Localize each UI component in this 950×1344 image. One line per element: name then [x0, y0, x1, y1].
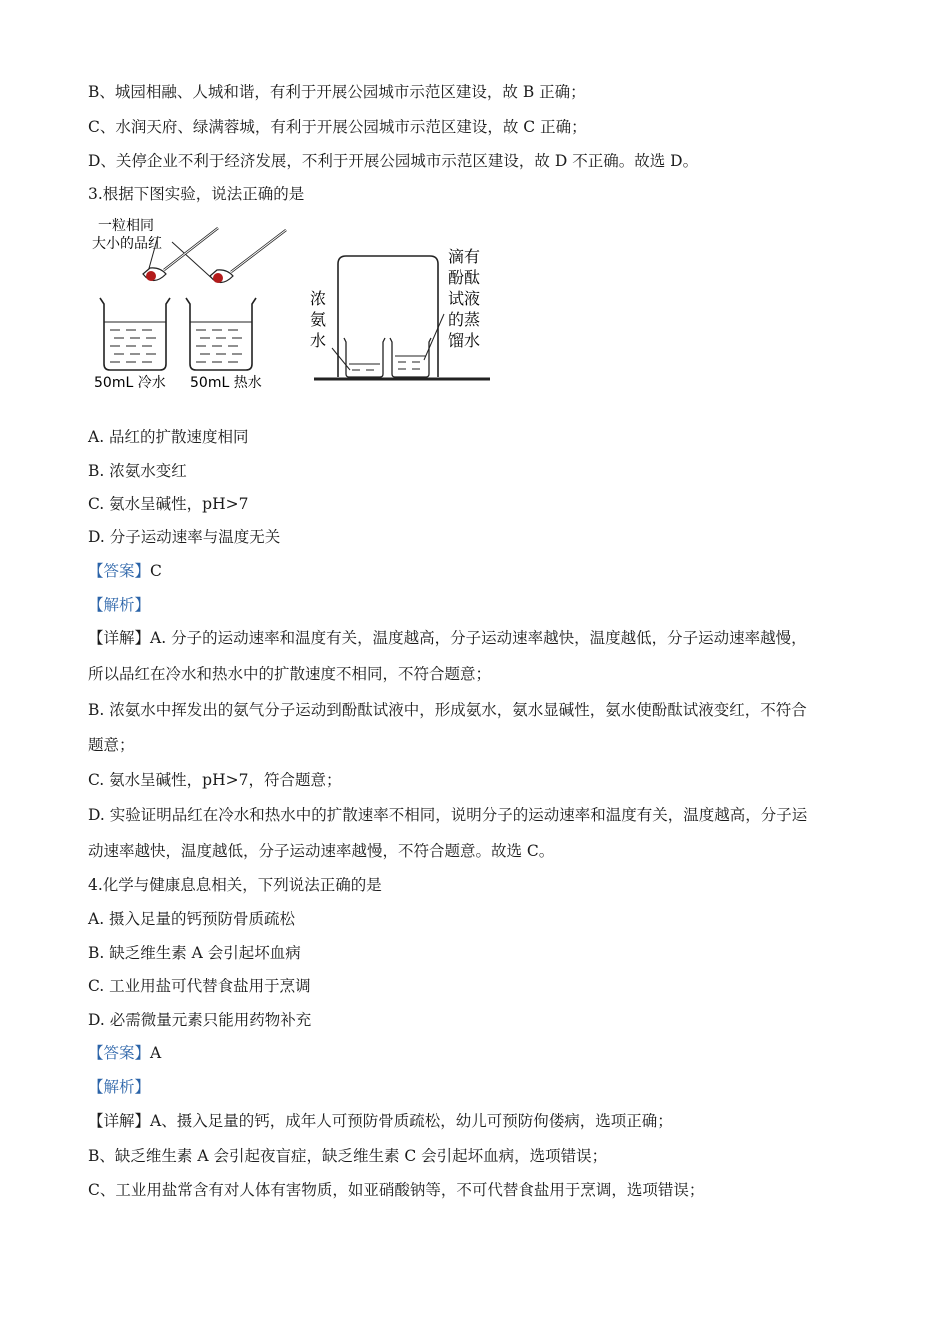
- q3-detail-d2: 动速率越快，温度越低，分子运动速率越慢，不符合题意。故选 C。: [88, 842, 555, 860]
- q3-detail-a1: [88, 628, 807, 648]
- q3-analysis-tag: [88, 595, 150, 615]
- q4-option-c: C. 工业用盐可代替食盐用于烹调: [88, 977, 311, 995]
- question-4-stem: 4.化学与健康息息相关，下列说法正确的是: [88, 876, 382, 894]
- q3-option-a: A. 品红的扩散速度相同: [88, 428, 249, 446]
- analysis-tag: 【解析】: [88, 596, 151, 614]
- svg-text:酚酞: 酚酞: [448, 268, 481, 287]
- svg-text:馏水: 馏水: [448, 331, 481, 350]
- q3-option-c: C. 氨水呈碱性，pH>7: [88, 495, 249, 513]
- q4-analysis-tag: [88, 1077, 150, 1097]
- q4-detail-a: [88, 1111, 673, 1131]
- label-conc-ammonia: [310, 289, 326, 350]
- detail-text: A. 分子的运动速率和温度有关，温度越高，分子运动速率越快，温度越低，分子运动速率越慢，: [150, 629, 807, 647]
- q3-answer: [88, 561, 162, 581]
- label-phenolphthalein-water: [448, 247, 480, 350]
- answer-tag: 【答案】: [88, 1044, 151, 1062]
- q3-detail-b2: 题意；: [88, 736, 135, 754]
- beaker-1-label: 50mL 冷水: [94, 375, 166, 391]
- svg-text:的蒸: 的蒸: [448, 310, 481, 329]
- detail-text: A、摄入足量的钙，成年人可预防骨质疏松，幼儿可预防佝偻病，选项正确；: [150, 1112, 673, 1130]
- q4-detail-c: C、工业用盐常含有对人体有害物质，如亚硝酸钠等，不可代替食盐用于烹调，选项错误；: [88, 1181, 705, 1199]
- svg-text:氨: 氨: [310, 310, 327, 329]
- q4-option-a: A. 摄入足量的钙预防骨质疏松: [88, 910, 296, 928]
- q4-option-d: D. 必需微量元素只能用药物补充: [88, 1011, 312, 1029]
- q3-detail-a2: 所以品红在冷水和热水中的扩散速度不相同，不符合题意；: [88, 665, 492, 683]
- experiment-figure: [88, 212, 498, 392]
- answer-value: C: [150, 562, 162, 580]
- q4-option-b: B. 缺乏维生素 A 会引起坏血病: [88, 944, 301, 962]
- svg-text:浓: 浓: [310, 289, 327, 308]
- answer-value: A: [150, 1044, 162, 1062]
- q3-option-d: D. 分子运动速率与温度无关: [88, 528, 281, 546]
- beaker-hot-water: [186, 298, 256, 370]
- svg-text:水: 水: [310, 331, 327, 350]
- q4-detail-b: B、缺乏维生素 A 会引起夜盲症，缺乏维生素 C 会引起坏血病，选项错误；: [88, 1147, 608, 1165]
- figure-label-pinhong-line1: 一粒相同: [98, 218, 154, 234]
- beaker-2-label: 50mL 热水: [190, 375, 262, 391]
- detail-tag: 【详解】: [88, 1112, 151, 1130]
- svg-text:滴有: 滴有: [448, 247, 481, 266]
- detail-tag: 【详解】: [88, 629, 151, 647]
- analysis-tag: 【解析】: [88, 1078, 151, 1096]
- q3-option-b: B. 浓氨水变红: [88, 462, 187, 480]
- question-3-stem: 3.根据下图实验，说法正确的是: [88, 185, 305, 203]
- q3-detail-c: C. 氨水呈碱性，pH>7，符合题意；: [88, 771, 342, 789]
- text-line-d: D、关停企业不利于经济发展，不利于开展公园城市示范区建设，故 D 不正确。故选 D。: [88, 152, 699, 170]
- spoon-2: [210, 230, 286, 283]
- figure-label-pinhong-line2: 大小的品红: [92, 236, 162, 252]
- answer-tag: 【答案】: [88, 562, 151, 580]
- q4-answer: [88, 1043, 161, 1063]
- text-line-c: C、水润天府、绿满蓉城，有利于开展公园城市示范区建设，故 C 正确；: [88, 118, 587, 136]
- text-line-b: B、城园相融、人城和谐，有利于开展公园城市示范区建设，故 B 正确；: [88, 83, 586, 101]
- q3-detail-d1: D. 实验证明品红在冷水和热水中的扩散速率不相同，说明分子的运动速率和温度有关，温度越高，分子运: [88, 806, 808, 824]
- q3-detail-b1: B. 浓氨水中挥发出的氨气分子运动到酚酞试液中，形成氨水，氨水显碱性，氨水使酚酞试液变红，不符合: [88, 701, 807, 719]
- svg-text:试液: 试液: [448, 289, 481, 308]
- beaker-cold-water: [100, 298, 170, 370]
